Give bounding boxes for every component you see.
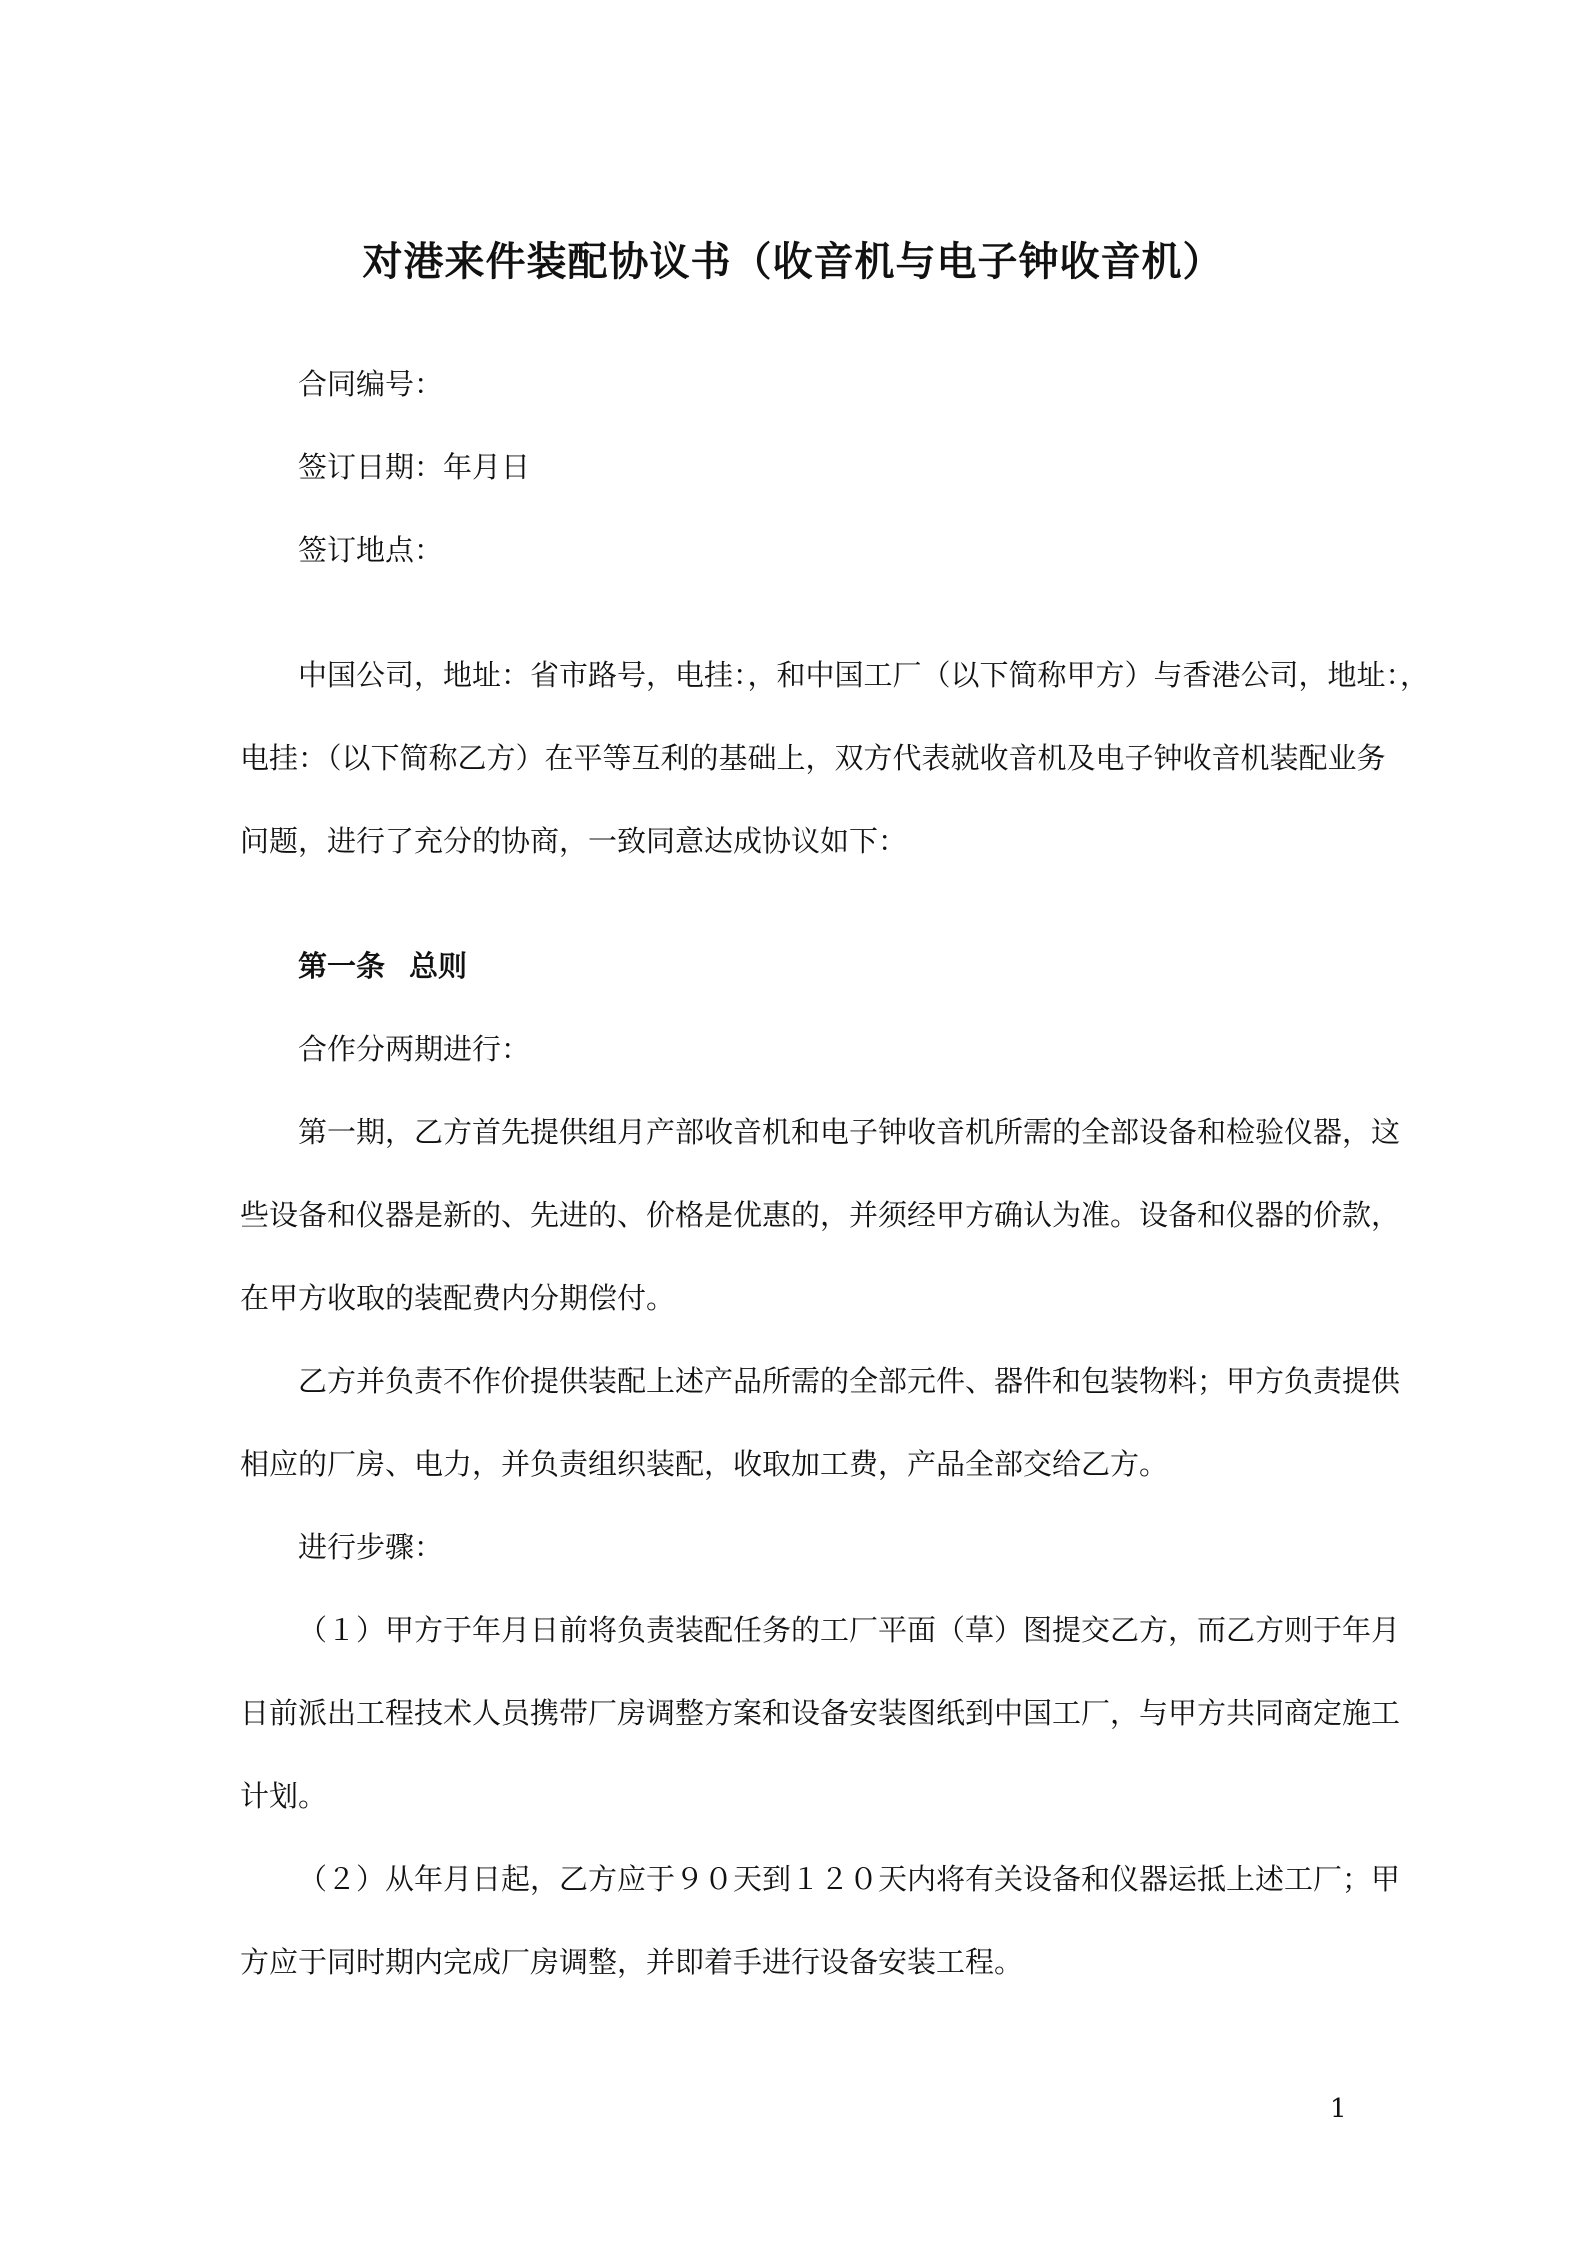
step-line: 方应于同时期内完成厂房调整，并即着手进行设备安装工程。 <box>240 1945 1024 1979</box>
paragraph-line: 第一期，乙方首先提供组月产部收音机和电子钟收音机所需的全部设备和检验仪器，这 <box>298 1115 1401 1149</box>
signing-place-field: 签订地点： <box>298 533 444 567</box>
intro-line: 问题，进行了充分的协商，一致同意达成协议如下： <box>240 824 908 858</box>
contract-number-field: 合同编号： <box>298 367 444 401</box>
article-heading <box>298 946 467 986</box>
document-title: 对港来件装配协议书（收音机与电子钟收音机） <box>362 239 1224 285</box>
intro-line: 中国公司，地址：省市路号，电挂：，和中国工厂（以下简称甲方）与香港公司，地址：， <box>298 658 1430 692</box>
paragraph-line: 在甲方收取的装配费内分期偿付。 <box>240 1281 676 1315</box>
article-name: 总则 <box>409 949 468 983</box>
article-intro: 合作分两期进行： <box>298 1032 531 1066</box>
step-line: 日前派出工程技术人员携带厂房调整方案和设备安装图纸到中国工厂，与甲方共同商定施工 <box>240 1696 1401 1730</box>
article-number: 第一条 <box>298 949 386 983</box>
step-line: （１）甲方于年月日前将负责装配任务的工厂平面（草）图提交乙方，而乙方则于年月 <box>298 1613 1401 1647</box>
step-line: （２）从年月日起，乙方应于９０天到１２０天内将有关设备和仪器运抵上述工厂；甲 <box>298 1862 1401 1896</box>
paragraph-line: 相应的厂房、电力，并负责组织装配，收取加工费，产品全部交给乙方。 <box>240 1447 1169 1481</box>
page-number: 1 <box>1330 2094 1347 2124</box>
signing-date-field: 签订日期：年月日 <box>298 450 531 484</box>
intro-line: 电挂：（以下简称乙方）在平等互利的基础上，双方代表就收音机及电子钟收音机装配业务 <box>240 741 1386 775</box>
paragraph-line: 些设备和仪器是新的、先进的、价格是优惠的，并须经甲方确认为准。设备和仪器的价款， <box>240 1198 1401 1232</box>
step-line: 计划。 <box>240 1779 328 1813</box>
steps-label: 进行步骤： <box>298 1530 444 1564</box>
paragraph-line: 乙方并负责不作价提供装配上述产品所需的全部元件、器件和包装物料；甲方负责提供 <box>298 1364 1401 1398</box>
